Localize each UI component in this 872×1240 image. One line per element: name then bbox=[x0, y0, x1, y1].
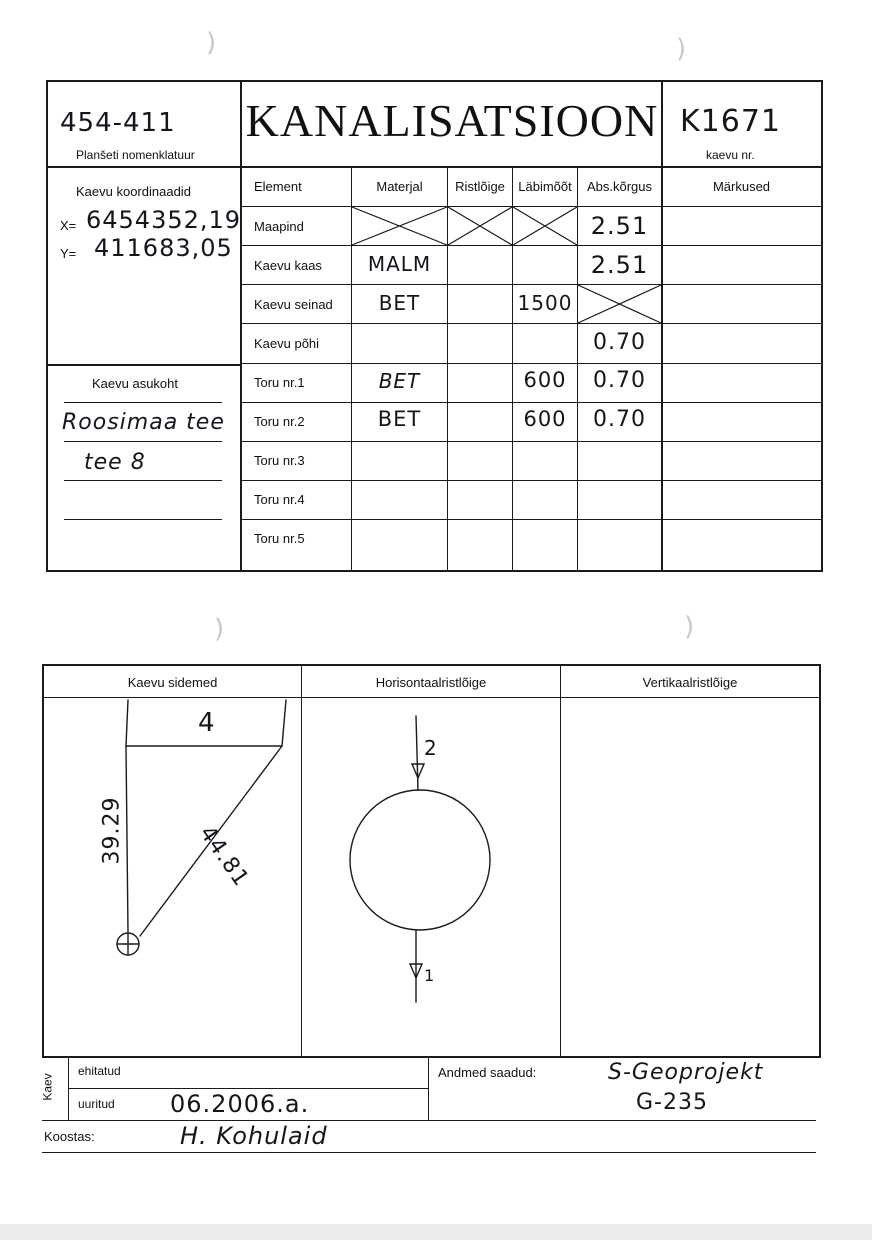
row-elevation: 0.70 bbox=[593, 368, 646, 393]
sheet-label: Planšeti nomenklatuur bbox=[76, 148, 195, 162]
col-header-diameter: Läbimõõt bbox=[518, 179, 572, 194]
tie-top-value: 4 bbox=[198, 708, 216, 738]
row-element: Maapind bbox=[254, 219, 304, 234]
row-diameter: 600 bbox=[523, 407, 567, 431]
row-diameter: 1500 bbox=[517, 291, 573, 315]
x-coordinate: 6454352,19 bbox=[86, 206, 242, 234]
well-circle bbox=[350, 790, 490, 930]
col-header-elevation: Abs.kõrgus bbox=[586, 179, 653, 194]
pipe-in-number: 2 bbox=[424, 736, 438, 760]
col-header-element: Element bbox=[254, 179, 302, 194]
col-header-material: Materjal bbox=[376, 179, 423, 194]
row-element: Toru nr.4 bbox=[254, 492, 305, 507]
compiled-by-label: Koostas: bbox=[44, 1129, 95, 1144]
surveyed-date: 06.2006.a. bbox=[170, 1090, 310, 1118]
tie-diagonal-value: 44.81 bbox=[194, 821, 254, 892]
punch-hole-mark: ) bbox=[676, 34, 687, 64]
row-elevation: 0.70 bbox=[593, 330, 646, 355]
data-source-line1: S-Geoprojekt bbox=[608, 1060, 764, 1085]
ties-label: Kaevu sidemed bbox=[127, 675, 218, 690]
well-side-label: Kaev bbox=[40, 1073, 55, 1101]
row-diameter: 600 bbox=[523, 368, 567, 392]
location-line2: tee 8 bbox=[84, 450, 146, 475]
tie-left-value: 39.29 bbox=[99, 796, 125, 865]
punch-hole-mark: ) bbox=[214, 614, 225, 644]
well-number-label: kaevu nr. bbox=[706, 148, 755, 162]
row-element: Kaevu kaas bbox=[254, 258, 322, 273]
pipe-out-number: 1 bbox=[424, 966, 436, 985]
punch-hole-mark: ) bbox=[206, 28, 217, 58]
built-label: ehitatud bbox=[78, 1064, 121, 1078]
location-line1: Roosimaa tee bbox=[62, 410, 225, 435]
horizontal-section-label: Horisontaalristlõige bbox=[375, 675, 487, 690]
compiled-by-value: H. Kohulaid bbox=[180, 1122, 328, 1150]
col-header-notes: Märkused bbox=[712, 179, 771, 194]
row-element: Kaevu põhi bbox=[254, 336, 320, 351]
row-element: Toru nr.5 bbox=[254, 531, 305, 546]
page-title: KANALISATSIOON bbox=[245, 95, 659, 146]
surveyed-label: uuritud bbox=[78, 1097, 115, 1111]
row-element: Kaevu seinad bbox=[254, 297, 333, 312]
col-header-cross-section: Ristlõige bbox=[455, 179, 505, 194]
row-elevation: 2.51 bbox=[590, 212, 649, 240]
row-element: Toru nr.3 bbox=[254, 453, 305, 468]
data-source-label: Andmed saadud: bbox=[438, 1065, 537, 1080]
coordinates-label: Kaevu koordinaadid bbox=[76, 184, 191, 199]
tie-line-left bbox=[126, 746, 128, 932]
y-coordinate: 411683,05 bbox=[94, 234, 233, 262]
row-element: Toru nr.1 bbox=[254, 375, 305, 390]
punch-hole-mark: ) bbox=[684, 612, 695, 642]
vertical-section-label: Vertikaalristlõige bbox=[642, 675, 738, 690]
y-prefix: Y= bbox=[60, 246, 77, 261]
location-label: Kaevu asukoht bbox=[92, 376, 179, 391]
row-element: Toru nr.2 bbox=[254, 414, 305, 429]
scan-edge bbox=[0, 1224, 872, 1240]
row-material: BET bbox=[377, 407, 422, 431]
row-elevation: 2.51 bbox=[590, 251, 649, 279]
well-number: K1671 bbox=[680, 104, 782, 139]
row-material: MALM bbox=[367, 252, 432, 276]
row-material: BET bbox=[378, 291, 421, 315]
row-elevation: 0.70 bbox=[593, 407, 646, 432]
x-prefix: X= bbox=[60, 218, 77, 233]
data-source-line2: G-235 bbox=[636, 1090, 708, 1115]
row-material: BET bbox=[378, 369, 421, 393]
sheet-number: 454-411 bbox=[60, 108, 176, 138]
